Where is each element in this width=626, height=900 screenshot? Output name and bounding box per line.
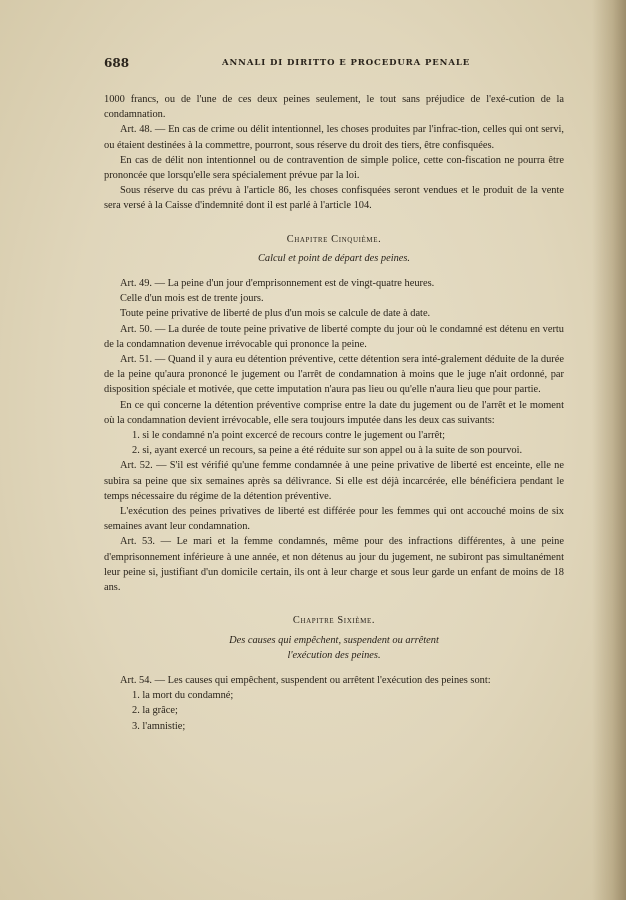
page-number: 688: [104, 56, 130, 70]
article-54: Art. 54. — Les causes qui empêchent, suspendent ou arrêtent l'exécution des peines sont:: [120, 674, 491, 686]
list-item: 3. l'amnistie;: [132, 720, 186, 732]
article-52: Art. 52. — S'il est vérifié qu'une femme condamnée à une peine privative de liberté est enceinte, elle ne subira sa peine que six semaines après sa délivrance. Si elle est déjà incarcérée, elle bénéficiera pendant le temps nécessaire du régime de la détention préventive.: [104, 460, 564, 502]
paragraph: Sous réserve du cas prévu à l'article 86, les choses confisquées seront vendues et le produit de la vente sera versé à la Caisse d'indemnité dont il est parlé à l'article 104.: [104, 185, 564, 212]
paragraph: 1000 francs, ou de l'une de ces deux peines seulement, le tout sans préjudice de l'exé-cution de la condamnation.: [104, 94, 564, 121]
page-body: [104, 92, 564, 734]
page-edge-shadow: [592, 0, 626, 900]
paragraph: En ce qui concerne la détention préventive comprise entre la date du jugement ou de l'arrêt et le moment où la condamnation devient irrévocable, elle sera toujours imputée dans les deux cas suivants:: [104, 399, 564, 426]
chapter-subtitle: Calcul et point de départ des peines.: [257, 252, 411, 264]
article-49: Art. 49. — La peine d'un jour d'emprisonnement est de vingt-quatre heures.: [120, 278, 435, 290]
article-48: Art. 48. — En cas de crime ou délit intentionnel, les choses produites par l'infrac-tion, celles qui ont servi, ou étaient destinées à la commettre, pourront, sous réserve du droit des tiers, être confisquées.: [104, 124, 564, 151]
chapter-heading: Chapitre Cinquième.: [286, 233, 382, 245]
article-50: Art. 50. — La durée de toute peine privative de liberté compte du jour où le condamné est détenu en vertu de la condamnation devenue irrévocable qui prononce la peine.: [104, 323, 564, 350]
paragraph: En cas de délit non intentionnel ou de contravention de simple police, cette con-fiscation ne pourra être prononcée que lorsqu'elle sera spécialement prévue par la loi.: [104, 154, 564, 182]
chapter-heading: Chapitre Sixième.: [292, 615, 376, 627]
paragraph: Toute peine privative de liberté de plus d'un mois se calcule de date à date.: [120, 308, 431, 320]
article-53: Art. 53. — Le mari et la femme condamnés, même pour des infractions différentes, à une peine d'emprisonnement inférieure à une année, et non détenus au jour du jugement, ne subiront pas simultanément leur peine si, justifiant d'un domicile certain, ils ont à leur charge et sous leur garde un enfant de moins de 18 ans.: [104, 536, 564, 594]
list-item: 2. la grâce;: [132, 705, 178, 717]
chapter-subtitle: l'exécution des peines.: [287, 649, 381, 661]
chapter-subtitle: Des causes qui empêchent, suspendent ou arrêtent: [229, 634, 439, 646]
list-item: 2. si, ayant exercé un recours, sa peine a été réduite sur son appel ou à la suite de son pourvoi.: [132, 445, 523, 457]
article-51: Art. 51. — Quand il y aura eu détention préventive, cette détention sera inté-gralement déduite de la durée de la peine qu'aura prononcé le jugement ou l'arrêt de condamnation à moins que le juge n'ait ordonné, par disposition spéciale et motivée, que cette imputation n'aura pas lieu ou qu'elle n'aura lieu que pour partie.: [104, 354, 564, 396]
list-item: 1. si le condamné n'a point excercé de recours contre le jugement ou l'arrêt;: [132, 430, 446, 442]
running-header: [104, 56, 564, 72]
list-item: 1. la mort du condamné;: [132, 690, 234, 702]
paragraph: L'exécution des peines privatives de liberté est différée pour les femmes qui ont accouché moins de six semaines avant leur condamnation.: [104, 506, 564, 533]
paragraph: Celle d'un mois est de trente jours.: [120, 293, 264, 305]
running-title: ANNALI DI DIRITTO E PROCEDURA PENALE: [222, 58, 471, 68]
